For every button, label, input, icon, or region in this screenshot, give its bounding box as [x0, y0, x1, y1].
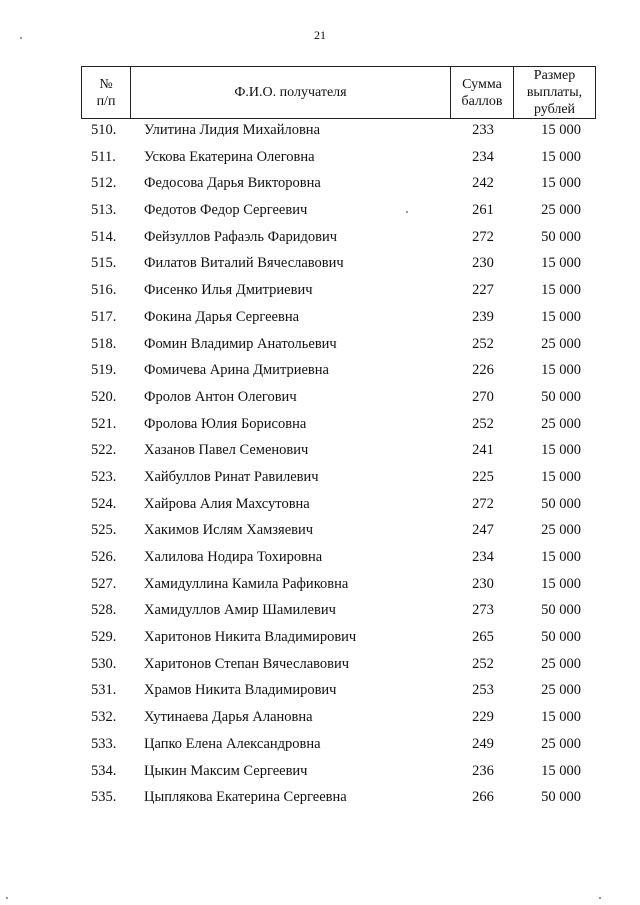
payment-amount: 15 000: [541, 762, 581, 779]
recipient-name: Фролова Юлия Борисовна: [144, 415, 307, 432]
score-value: 241: [472, 442, 494, 459]
payment-amount: 25 000: [541, 682, 581, 699]
scan-speck: [20, 37, 22, 39]
payment-amount: 25 000: [541, 522, 581, 539]
recipient-name: Федосова Дарья Викторовна: [144, 175, 321, 192]
row-number: 527.: [91, 575, 117, 592]
table-body: [81, 119, 595, 813]
row-number: 519.: [91, 362, 117, 379]
payment-amount: 50 000: [541, 789, 581, 806]
score-value: 230: [472, 575, 494, 592]
row-number: 535.: [91, 789, 117, 806]
table-row: [81, 386, 595, 413]
header-name: Ф.И.О. получателя: [131, 67, 451, 119]
header-number-line: №: [99, 76, 113, 92]
header-number: [82, 67, 131, 119]
payment-amount: 15 000: [541, 282, 581, 299]
payment-amount: 15 000: [541, 148, 581, 165]
payment-amount: 15 000: [541, 175, 581, 192]
payment-amount: 15 000: [541, 362, 581, 379]
header-score-line: баллов: [461, 93, 503, 109]
recipient-name: Халилова Нодира Тохировна: [144, 549, 323, 565]
score-value: 252: [472, 655, 494, 672]
score-value: 239: [472, 308, 494, 325]
recipient-name: Фролов Антон Олегович: [144, 388, 297, 405]
table-row: [81, 439, 595, 466]
header-score-line: Сумма: [462, 76, 502, 92]
table-row: [81, 679, 595, 706]
row-number: 531.: [91, 682, 117, 699]
row-number: 528.: [91, 602, 117, 619]
row-number: 524.: [91, 495, 117, 512]
table-header: [81, 66, 596, 119]
header-payment-line: выплаты,: [526, 85, 583, 100]
row-number: 525.: [91, 522, 117, 539]
recipient-name: Хутинаева Дарья Алановна: [144, 709, 313, 726]
recipient-name: Храмов Никита Владимирович: [144, 682, 337, 699]
header-payment: [514, 67, 596, 119]
recipient-name: Цыкин Максим Сергеевич: [144, 762, 308, 779]
recipient-name: Фомин Владимир Анатольевич: [144, 335, 337, 352]
score-value: 227: [472, 282, 494, 299]
score-value: 229: [472, 709, 494, 726]
row-number: 533.: [91, 735, 117, 752]
payment-amount: 15 000: [541, 122, 581, 138]
table-row: [81, 226, 595, 253]
payment-amount: 50 000: [541, 228, 581, 245]
table-row: [81, 733, 595, 760]
score-value: 252: [472, 415, 494, 432]
table-row: [81, 172, 595, 199]
payment-amount: 15 000: [541, 442, 581, 459]
score-value: 270: [472, 388, 494, 405]
table-row: [81, 466, 595, 493]
row-number: 513.: [91, 202, 117, 219]
payment-amount: 15 000: [541, 308, 581, 325]
scan-speck: [406, 211, 408, 213]
table-row: [81, 599, 595, 626]
payment-amount: 25 000: [541, 735, 581, 752]
row-number: 520.: [91, 388, 117, 405]
score-value: 233: [472, 122, 494, 138]
recipient-name: Фейзуллов Рафаэль Фаридович: [144, 228, 338, 245]
score-value: 234: [472, 148, 494, 165]
recipient-name: Хайбуллов Ринат Равилевич: [144, 468, 319, 485]
recipient-name: Филатов Виталий Вячеславович: [144, 255, 344, 272]
payment-amount: 25 000: [541, 335, 581, 352]
payment-amount: 50 000: [541, 629, 581, 646]
recipient-name: Хакимов Ислям Хамзяевич: [144, 522, 314, 539]
recipient-name: Хазанов Павел Семенович: [144, 442, 309, 459]
table-row: [81, 199, 595, 226]
table-row: [81, 413, 595, 440]
table-row: [81, 706, 595, 733]
table-row: [81, 493, 595, 520]
scan-speck: [599, 897, 601, 899]
recipient-name: Фисенко Илья Дмитриевич: [144, 282, 313, 299]
score-value: 253: [472, 682, 494, 699]
page-number: 21: [314, 28, 326, 42]
score-value: 265: [472, 629, 494, 646]
row-number: 512.: [91, 175, 117, 192]
score-value: 261: [472, 202, 494, 219]
row-number: 523.: [91, 468, 117, 485]
score-value: 272: [472, 495, 494, 512]
payment-amount: 15 000: [541, 575, 581, 592]
row-number: 518.: [91, 335, 117, 352]
payment-amount: 15 000: [541, 709, 581, 726]
payment-amount: 15 000: [541, 255, 581, 272]
row-number: 516.: [91, 282, 117, 299]
row-number: 511.: [91, 148, 116, 165]
recipient-name: Хайрова Алия Махсутовна: [144, 495, 310, 512]
row-number: 530.: [91, 655, 117, 672]
table-row: [81, 519, 595, 546]
recipient-name: Харитонов Степан Вячеславович: [144, 655, 350, 672]
score-value: 252: [472, 335, 494, 352]
score-value: 236: [472, 762, 494, 779]
score-value: 249: [472, 735, 494, 752]
row-number: 534.: [91, 762, 117, 779]
score-value: 230: [472, 255, 494, 272]
payment-amount: 15 000: [541, 549, 581, 565]
recipient-name: Цыплякова Екатерина Сергеевна: [144, 789, 347, 806]
recipient-name: Улитина Лидия Михайловна: [144, 122, 321, 138]
row-number: 510.: [91, 122, 117, 138]
table-row: [81, 306, 595, 333]
recipient-name: Хамидуллина Камила Рафиковна: [144, 575, 349, 592]
payment-amount: 50 000: [541, 602, 581, 619]
header-payment-line: рублей: [533, 102, 576, 117]
recipient-name: Цапко Елена Александровна: [144, 735, 321, 752]
payment-amount: 25 000: [541, 202, 581, 219]
score-value: 242: [472, 175, 494, 192]
header-score: [451, 67, 514, 119]
recipient-name: Хамидуллов Амир Шамилевич: [144, 602, 336, 619]
table-row: [81, 786, 595, 813]
row-number: 514.: [91, 228, 117, 245]
recipient-name: Фокина Дарья Сергеевна: [144, 308, 300, 325]
table-row: [81, 279, 595, 306]
table-row: [81, 119, 595, 146]
payment-amount: 50 000: [541, 388, 581, 405]
score-value: 226: [472, 362, 494, 379]
score-value: 234: [472, 549, 494, 565]
payment-amount: 15 000: [541, 468, 581, 485]
table-row: [81, 626, 595, 653]
payment-amount: 25 000: [541, 655, 581, 672]
table-row: [81, 760, 595, 787]
table-row: [81, 359, 595, 386]
score-value: 273: [472, 602, 494, 619]
score-value: 225: [472, 468, 494, 485]
recipient-name: Ускова Екатерина Олеговна: [144, 148, 315, 165]
row-number: 517.: [91, 308, 117, 325]
recipient-name: Фомичева Арина Дмитриевна: [144, 362, 329, 379]
row-number: 515.: [91, 255, 117, 272]
row-number: 521.: [91, 415, 117, 432]
score-value: 266: [472, 789, 494, 806]
table-row: [81, 333, 595, 360]
recipient-name: Харитонов Никита Владимирович: [144, 629, 357, 646]
header-payment-line: Размер: [533, 68, 576, 83]
score-value: 247: [472, 522, 494, 539]
payment-amount: 25 000: [541, 415, 581, 432]
table-row: [81, 573, 595, 600]
recipient-name: Федотов Федор Сергеевич: [144, 202, 308, 219]
scan-speck: [6, 897, 8, 899]
header-number-line: п/п: [96, 93, 116, 109]
payment-amount: 50 000: [541, 495, 581, 512]
score-value: 272: [472, 228, 494, 245]
row-number: 526.: [91, 549, 117, 565]
table-row: [81, 653, 595, 680]
table-row: [81, 146, 595, 173]
row-number: 529.: [91, 629, 117, 646]
row-number: 522.: [91, 442, 117, 459]
row-number: 532.: [91, 709, 117, 726]
table-row: [81, 252, 595, 279]
table-row: [81, 546, 595, 573]
